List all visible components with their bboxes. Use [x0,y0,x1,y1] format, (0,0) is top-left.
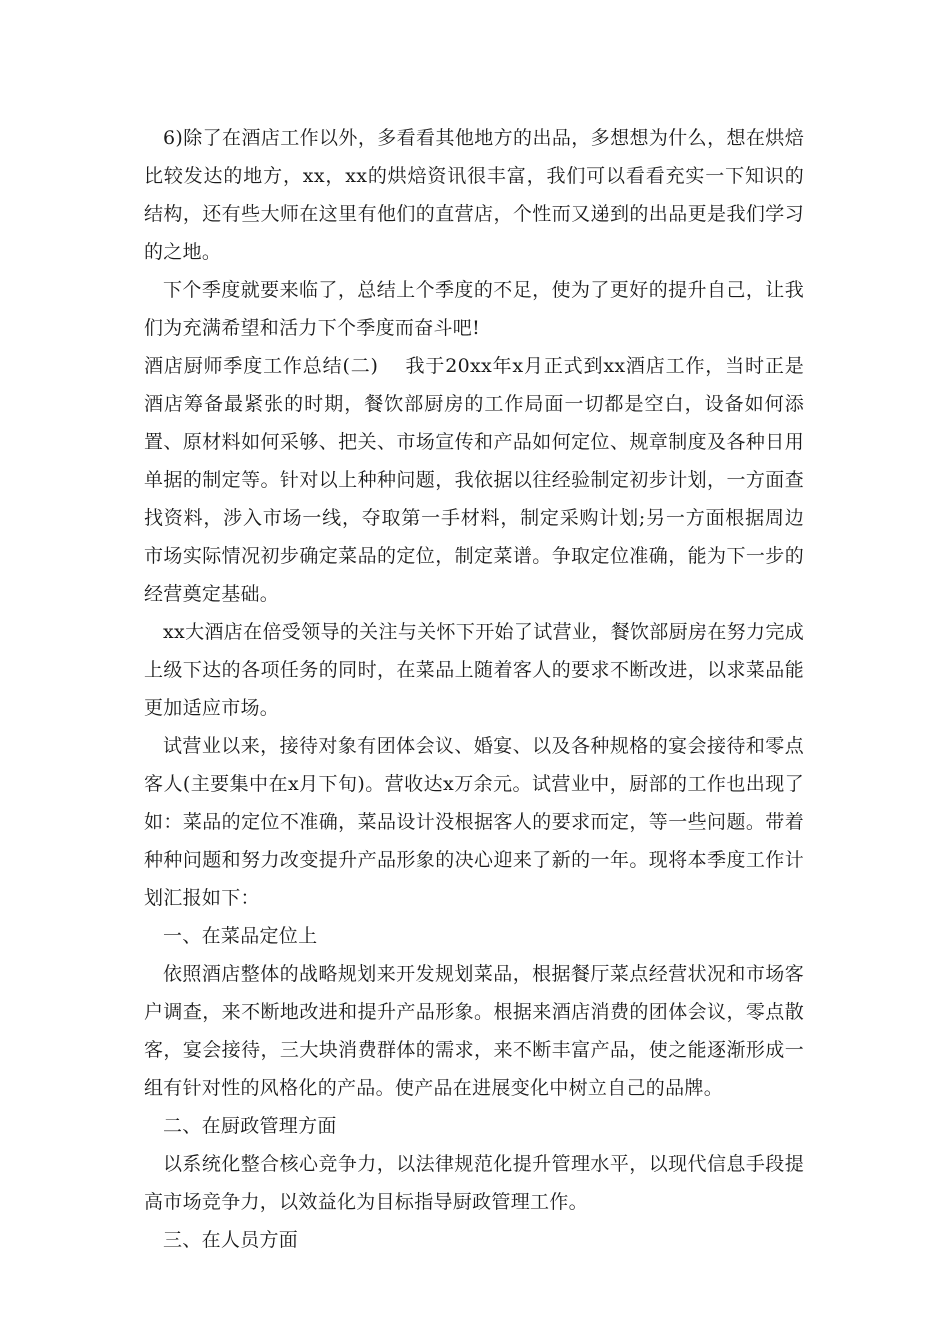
paragraph-2: 下个季度就要来临了，总结上个季度的不足，使为了更好的提升自己，让我们为充满希望和活力下个季度而奋斗吧! [144,279,804,339]
paragraph-6: 依照酒店整体的战略规划来开发规划菜品，根据餐厅菜点经营状况和市场客户调查，来不断地改进和提升产品形象。根据来酒店消费的团体会议，零点散客，宴会接待，三大块消费群体的需求，来不断丰富产品，使之能逐渐形成一组有针对性的风格化的产品。使产品在进展变化中树立自己的品牌。 [144,963,804,1099]
paragraph-7: 以系统化整合核心竞争力，以法律规范化提升管理水平，以现代信息手段提高市场竞争力，以效益化为目标指导厨政管理工作。 [144,1153,804,1213]
paragraph-5: 试营业以来，接待对象有团体会议、婚宴、以及各种规格的宴会接待和零点客人(主要集中在x月下旬)。营收达x万余元。试营业中，厨部的工作也出现了如：菜品的定位不准确，菜品设计没根据客人的要求而定，等一些问题。带着种种问题和努力改变提升产品形象的决心迎来了新的一年。现将本季度工作计划汇报如下： [144,735,804,909]
section-heading-3: 三、在人员方面 [163,1229,299,1251]
paragraph-4: xx大酒店在倍受领导的关注与关怀下开始了试营业，餐饮部厨房在努力完成上级下达的各项任务的同时，在菜品上随着客人的要求不断改进，以求菜品能更加适应市场。 [144,621,804,719]
paragraph-3: 酒店厨师季度工作总结(二) 我于20xx年x月正式到xx酒店工作，当时正是酒店筹备最紧张的时期，餐饮部厨房的工作局面一切都是空白，设备如何添置、原材料如何采够、把关、市场宣传和产品如何定位、规章制度及各种日用单据的制定等。针对以上种种问题，我依据以往经验制定初步计划，一方面查找资料，涉入市场一线，夺取第一手材料，制定采购计划;另一方面根据周边市场实际情况初步确定菜品的定位，制定菜谱。争取定位准确，能为下一步的经营奠定基础。 [144,355,804,605]
section-heading-1: 一、在菜品定位上 [163,925,318,947]
document-body [144,119,804,1259]
paragraph-1: 6)除了在酒店工作以外，多看看其他地方的出品，多想想为什么，想在烘焙比较发达的地方，xx，xx的烘焙资讯很丰富，我们可以看看充实一下知识的结构，还有些大师在这里有他们的直营店，个性而又递到的出品更是我们学习的之地。 [144,127,804,263]
section-heading-2: 二、在厨政管理方面 [163,1115,337,1137]
